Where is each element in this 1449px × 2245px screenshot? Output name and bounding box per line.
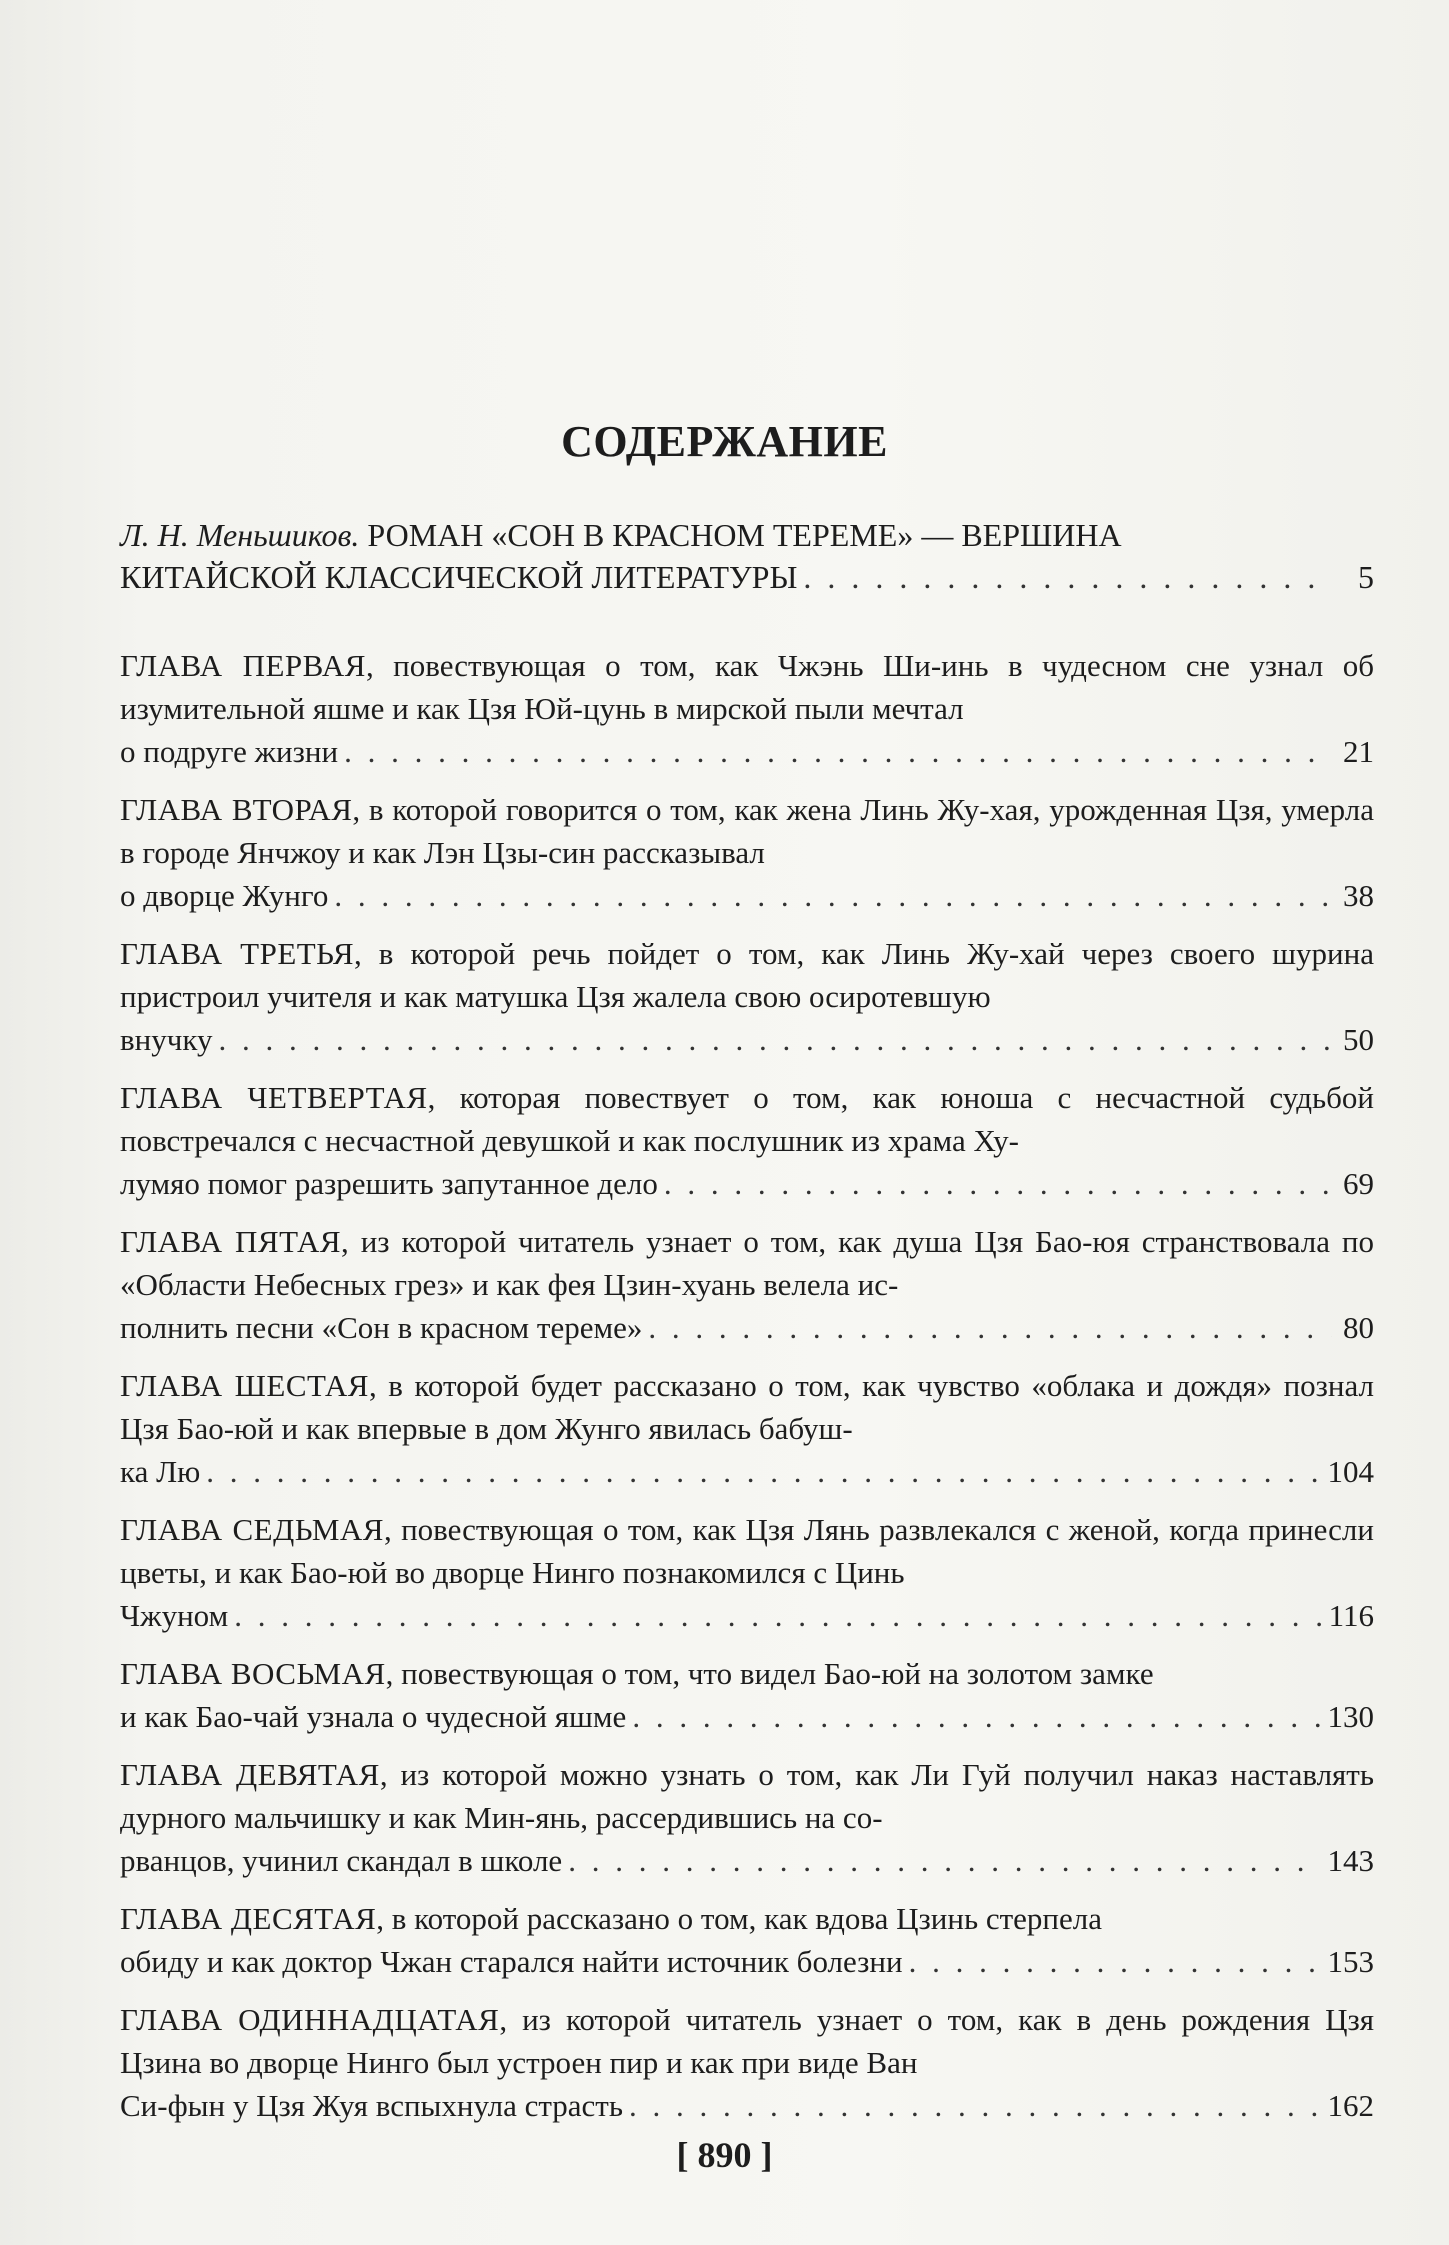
dot-leader: [568, 1839, 1321, 1882]
dot-leader: [632, 1695, 1321, 1738]
entry-description: [120, 1076, 1374, 1162]
chapter-summary-end: лумяо помог разрешить запутанное дело: [120, 1166, 658, 1201]
chapter-summary-end: Си-фын у Цзя Жуя вспыхнула страсть: [120, 2088, 623, 2123]
page-number: 38: [1343, 878, 1374, 913]
chapter-summary: , из которой читатель узнает о том, как в день рождения Цзя Цзина во дворце Нинго был устроен пир и как при виде Ван: [120, 2002, 1374, 2080]
dot-leader: [664, 1162, 1332, 1205]
chapter-summary-end: обиду и как доктор Чжан старался найти источник болезни: [120, 1944, 903, 1979]
entry-last-line: [120, 1306, 1374, 1349]
chapter-summary-end: о дворце Жунго: [120, 878, 329, 913]
entry-last-line: [120, 1940, 1374, 1983]
entry-description: [120, 644, 1374, 730]
intro-line-1: [120, 514, 1374, 556]
intro-page-number: 5: [1358, 559, 1374, 595]
chapter-summary: , в которой говорится о том, как жена Линь Жу-хая, урожденная Цзя, умерла в городе Янчжоу и как Лэн Цзы-син рассказывал: [120, 792, 1374, 870]
chapter-heading: ГЛАВА ЧЕТВЕРТАЯ: [120, 1080, 428, 1115]
chapter-summary: , повествующая о том, как Цзя Лянь развлекался с женой, когда принесли цветы, и как Бао-юй во дворце Нинго познакомился с Цинь: [120, 1512, 1374, 1590]
entry-description: [120, 1652, 1374, 1695]
toc-intro-entry: [120, 514, 1374, 598]
entry-description: [120, 1998, 1374, 2084]
toc-entry-chapter-3: [120, 932, 1374, 1061]
page-title: СОДЕРЖАНИЕ: [561, 417, 888, 466]
intro-title-part-2: КИТАЙСКОЙ КЛАССИЧЕСКОЙ ЛИТЕРАТУРЫ: [120, 559, 798, 595]
page-number-footer: [ 890 ]: [676, 2135, 773, 2175]
toc-entry-chapter-10: [120, 1897, 1374, 1983]
chapter-summary: , из которой читатель узнает о том, как душа Цзя Бао-юя странствовала по «Области Небесных грез» и как фея Цзин-хуань велела ис-: [120, 1224, 1374, 1302]
chapter-summary-end: рванцов, учинил скандал в школе: [120, 1843, 563, 1878]
chapter-heading: ГЛАВА ДЕСЯТАЯ: [120, 1901, 377, 1936]
chapter-heading: ГЛАВА ВОСЬМАЯ: [120, 1656, 386, 1691]
entry-description: [120, 932, 1374, 1018]
chapter-heading: ГЛАВА ТРЕТЬЯ: [120, 936, 355, 971]
entry-last-line: [120, 1695, 1374, 1738]
dot-leader: [629, 2084, 1322, 2127]
chapter-summary: , повествующая о том, что видел Бао-юй на золотом замке: [385, 1656, 1154, 1691]
chapter-summary-end: и как Бао-чай узнала о чудесной яшме: [120, 1699, 627, 1734]
dot-leader: [803, 556, 1332, 598]
chapter-summary-end: ка Лю: [120, 1454, 201, 1489]
chapter-heading: ГЛАВА ДЕВЯТАЯ: [120, 1757, 380, 1792]
chapter-summary-end: внучку: [120, 1022, 213, 1057]
dot-leader: [218, 1018, 1332, 1061]
intro-author: Л. Н. Меньшиков.: [120, 517, 360, 553]
toc-entry-chapter-2: [120, 788, 1374, 917]
dot-leader: [206, 1450, 1321, 1493]
toc-entry-chapter-4: [120, 1076, 1374, 1205]
chapter-summary: , в которой будет рассказано о том, как чувство «облака и дождя» познал Цзя Бао-юй и как впервые в дом Жунго явилась бабуш-: [120, 1368, 1374, 1446]
entry-last-line: [120, 874, 1374, 917]
entry-description: [120, 1364, 1374, 1450]
page-number: 50: [1343, 1022, 1374, 1057]
toc-entry-chapter-11: [120, 1998, 1374, 2127]
toc-entry-chapter-5: [120, 1220, 1374, 1349]
page-number: 69: [1343, 1166, 1374, 1201]
page-number: 130: [1327, 1699, 1374, 1734]
page-number: 116: [1328, 1598, 1374, 1633]
entry-last-line: [120, 1162, 1374, 1205]
chapter-heading: ГЛАВА СЕДЬМАЯ: [120, 1512, 384, 1547]
chapter-summary: , в которой рассказано о том, как вдова Цзинь стерпела: [376, 1901, 1102, 1936]
chapter-summary: , в которой речь пойдет о том, как Линь Жу-хай через своего шурина пристроил учителя и как матушка Цзя жалела свою осиротевшую: [120, 936, 1374, 1014]
page-number: 104: [1327, 1454, 1374, 1489]
entry-description: [120, 788, 1374, 874]
entry-last-line: [120, 2084, 1374, 2127]
chapter-heading: ГЛАВА ОДИННАДЦАТАЯ: [120, 2002, 500, 2037]
entry-description: [120, 1753, 1374, 1839]
page-number: 80: [1343, 1310, 1374, 1345]
dot-leader: [234, 1594, 1322, 1637]
chapter-heading: ГЛАВА ПЕРВАЯ: [120, 648, 366, 683]
dot-leader: [334, 874, 1332, 917]
page-number: 21: [1343, 734, 1374, 769]
entry-description: [120, 1897, 1374, 1940]
toc-entry-chapter-7: [120, 1508, 1374, 1637]
chapter-heading: ГЛАВА ВТОРАЯ: [120, 792, 353, 827]
page-number: 162: [1327, 2088, 1374, 2123]
entry-last-line: [120, 1594, 1374, 1637]
entry-last-line: [120, 1018, 1374, 1061]
chapter-summary: , которая повествует о том, как юноша с несчастной судьбой повстречался с несчастной девушкой и как послушник из храма Ху-: [120, 1080, 1375, 1158]
intro-title-part-1: РОМАН «СОН В КРАСНОМ ТЕРЕМЕ» — ВЕРШИНА: [359, 517, 1122, 553]
chapter-summary: , повествующая о том, как Чжэнь Ши-инь в чудесном сне узнал об изумительной яшме и как Цзя Юй-цунь в мирской пыли мечтал: [120, 648, 1374, 726]
dot-leader: [648, 1306, 1332, 1349]
entry-description: [120, 1508, 1374, 1594]
dot-leader: [344, 730, 1332, 773]
chapter-summary: , из которой можно узнать о том, как Ли Гуй получил наказ наставлять дурного мальчишку и как Мин-янь, рассердившись на со-: [120, 1757, 1374, 1835]
toc-entry-chapter-6: [120, 1364, 1374, 1493]
entry-last-line: [120, 1450, 1374, 1493]
page-number: 143: [1327, 1843, 1374, 1878]
entry-description: [120, 1220, 1374, 1306]
toc-entry-chapter-8: [120, 1652, 1374, 1738]
chapter-summary-end: о подруге жизни: [120, 734, 339, 769]
chapter-heading: ГЛАВА ПЯТАЯ: [120, 1224, 342, 1259]
toc-chapter-list: [120, 644, 1374, 2142]
entry-last-line: [120, 730, 1374, 773]
toc-entry-chapter-9: [120, 1753, 1374, 1882]
dot-leader: [909, 1940, 1322, 1983]
entry-last-line: [120, 1839, 1374, 1882]
chapter-summary-end: Чжуном: [120, 1598, 229, 1633]
chapter-heading: ГЛАВА ШЕСТАЯ: [120, 1368, 369, 1403]
page-number: 153: [1327, 1944, 1374, 1979]
toc-entry-chapter-1: [120, 644, 1374, 773]
intro-line-2: [120, 556, 1374, 598]
chapter-summary-end: полнить песни «Сон в красном тереме»: [120, 1310, 643, 1345]
